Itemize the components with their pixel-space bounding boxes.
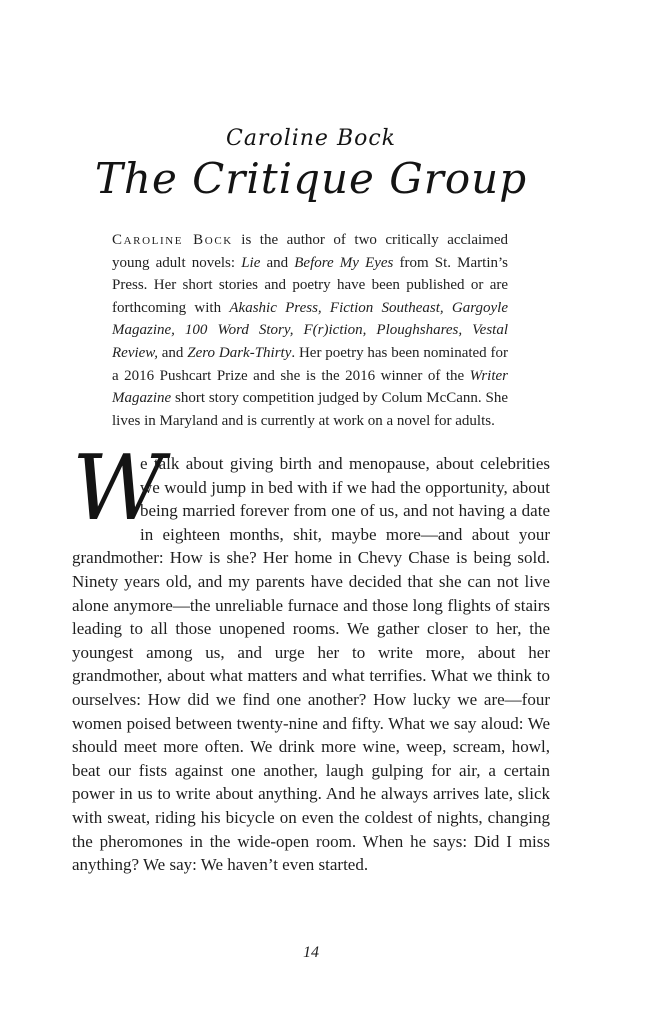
chapter-author: Caroline Bock xyxy=(225,126,397,151)
author-bio-name: Caroline Bock xyxy=(112,232,233,248)
author-bio-text: is the author of two critically acclaimed young adult novels: Lie and Before My Eyes from St. Martin’s Press. Her short stories and poetry have been published or are forthcoming with Akashic Press, Fiction Southeast, Gargoyle Magazine, 100 Word Story, F(r)iction, Ploughshares, Vestal Review, and Zero Dark-Thirty. Her poetry has been nominated for a 2016 Pushcart Prize and she is the 2016 winner of the Writer Magazine short story competition judged by Colum McCann. She lives in Maryland and is currently at work on a novel for adults. xyxy=(112,232,509,429)
story-paragraph xyxy=(72,436,550,877)
story-text: e talk about giving birth and menopause, about celebrities we would jump in bed with if we had the opportunity, about being married forever from one of us, and not having a date in eighteen months, shit, maybe more—and about your grandmother: How is she? Her home in Chevy Chase is being sold. Ninety years old, and my parents have decided that she can not live alone anymore—the unreliable furnace and those long flights of stairs leading to all those unopened rooms. We gather closer to her, the youngest among us, and urge her to write more, about her grandmother, about what matters and what terrifies. What we think to ourselves: How did we find one another? How lucky we are—four women poised between twenty-nine and fifty. What we say aloud: We should meet more often. We drink more wine, weep, scream, howl, beat our fists against one another, laugh gulping for air, a certain power in us to write about anything. And he always arrives late, slick with sweat, riding his bicycle on even the coldest of nights, changing the pheromones in the wide-open room. When he says: Did I miss anything? We say: We haven’t even started. xyxy=(72,454,550,875)
chapter-title: The Critique Group xyxy=(94,154,528,203)
author-bio xyxy=(112,229,508,432)
drop-cap: W xyxy=(72,436,165,541)
chapter-header xyxy=(72,126,550,203)
page-number: 14 xyxy=(303,944,319,961)
